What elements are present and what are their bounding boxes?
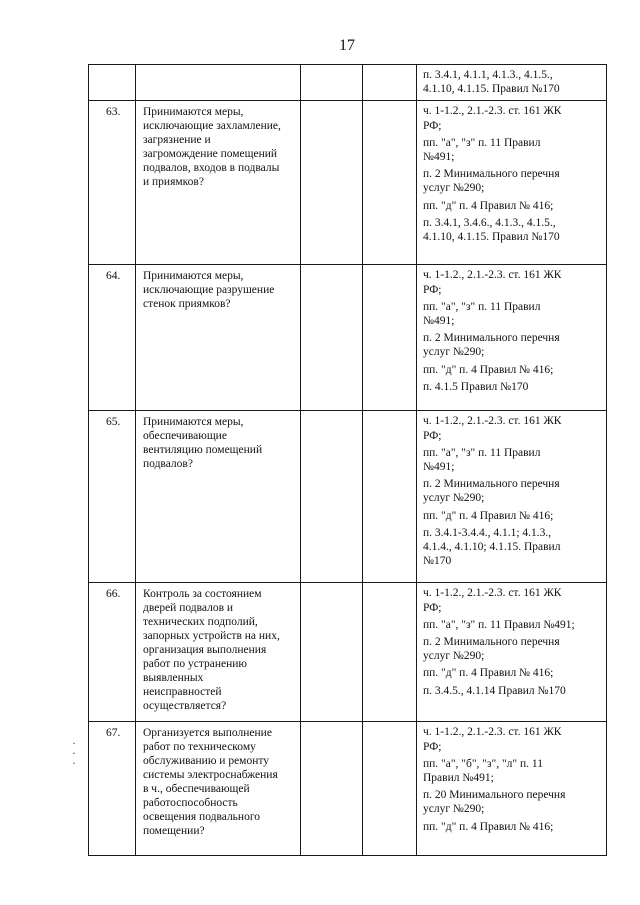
answer-cell-empty xyxy=(363,265,417,411)
row-number: 65. xyxy=(89,411,136,583)
legal-reference: пп. "д" п. 4 Правил № 416; xyxy=(423,199,554,212)
answer-cell-empty xyxy=(363,101,417,265)
question-cell: Организуется выполнение работ по техническому обслуживанию и ремонту системы электроснабжения в ч., обеспечивающей работоспособность освещения подвального помещении? xyxy=(136,722,301,856)
page-number: 17 xyxy=(339,37,355,54)
legal-reference: пп. "а", "з" п. 11 Правил №491; xyxy=(423,446,541,474)
legal-reference-cell xyxy=(417,722,607,856)
table-row xyxy=(89,411,607,583)
table-row xyxy=(89,265,607,411)
legal-reference: п. 3.4.1, 3.4.6., 4.1.3., 4.1.5., 4.1.10, 4.1.15. Правил №170 xyxy=(423,216,560,244)
table-row xyxy=(89,101,607,265)
legal-reference-cell xyxy=(417,101,607,265)
legal-reference: п. 2 Минимального перечня услуг №290; xyxy=(423,332,560,359)
legal-reference: ч. 1-1.2., 2.1.-2.3. ст. 161 ЖК РФ; xyxy=(423,269,562,296)
answer-cell-empty xyxy=(363,583,417,722)
legal-reference: п. 2 Минимального перечня услуг №290; xyxy=(423,168,560,195)
legal-reference: ч. 1-1.2., 2.1.-2.3. ст. 161 ЖК РФ; xyxy=(423,415,562,442)
legal-reference: п. 2 Минимального перечня услуг №290; xyxy=(423,636,560,663)
table-row xyxy=(89,583,607,722)
legal-reference: п. 2 Минимального перечня услуг №290; xyxy=(423,478,560,505)
legal-reference: п. 3.4.1, 4.1.1, 4.1.3., 4.1.5., 4.1.10, 4.1.15. Правил №170 xyxy=(423,69,560,96)
legal-reference: пп. "а", "з" п. 11 Правил №491; xyxy=(423,618,575,631)
legal-reference: п. 3.4.1-3.4.4., 4.1.1; 4.1.3., 4.1.4., 4.1.10; 4.1.15. Правил №170 xyxy=(423,526,561,568)
row-number: 64. xyxy=(89,265,136,411)
legal-reference: ч. 1-1.2., 2.1.-2.3. ст. 161 ЖК РФ; xyxy=(423,587,562,614)
answer-cell-empty xyxy=(363,411,417,583)
row-number xyxy=(89,65,136,101)
answer-cell-empty xyxy=(363,65,417,101)
question-cell: Принимаются меры, исключающие разрушение стенок приямков? xyxy=(136,265,301,411)
legal-reference-cell xyxy=(417,411,607,583)
answer-cell-empty xyxy=(301,65,363,101)
margin-mark: · · · xyxy=(72,736,77,770)
legal-reference: п. 20 Минимального перечня услуг №290; xyxy=(423,789,566,816)
row-number: 66. xyxy=(89,583,136,722)
legal-reference: пп. "д" п. 4 Правил № 416; xyxy=(423,363,554,376)
legal-reference-cell xyxy=(417,65,607,101)
legal-reference: ч. 1-1.2., 2.1.-2.3. ст. 161 ЖК РФ; xyxy=(423,726,562,753)
answer-cell-empty xyxy=(301,722,363,856)
answer-cell-empty xyxy=(301,583,363,722)
legal-reference: пп. "д" п. 4 Правил № 416; xyxy=(423,820,554,833)
table-row xyxy=(89,722,607,856)
row-number: 67. xyxy=(89,722,136,856)
answer-cell-empty xyxy=(301,101,363,265)
question-cell: Принимаются меры, обеспечивающие вентиляцию помещений подвалов? xyxy=(136,411,301,583)
table-row xyxy=(89,65,607,101)
question-cell xyxy=(136,65,301,101)
legal-reference: пп. "а", "б", "з", "л" п. 11 Правил №491; xyxy=(423,757,543,785)
legal-reference: ч. 1-1.2., 2.1.-2.3. ст. 161 ЖК РФ; xyxy=(423,105,562,132)
legal-reference-cell xyxy=(417,583,607,722)
legal-reference: пп. "д" п. 4 Правил № 416; xyxy=(423,509,554,522)
row-number: 63. xyxy=(89,101,136,265)
legal-reference: пп. "а", "з" п. 11 Правил №491; xyxy=(423,136,541,164)
question-cell: Принимаются меры, исключающие захламление, загрязнение и загромождение помещений подвалов, входов в подвалы и приямков? xyxy=(136,101,301,265)
answer-cell-empty xyxy=(363,722,417,856)
legal-reference: пп. "д" п. 4 Правил № 416; xyxy=(423,667,554,680)
legal-reference-cell xyxy=(417,265,607,411)
requirements-table xyxy=(88,64,607,856)
answer-cell-empty xyxy=(301,265,363,411)
answer-cell-empty xyxy=(301,411,363,583)
legal-reference: п. 3.4.5., 4.1.14 Правил №170 xyxy=(423,684,566,697)
legal-reference: п. 4.1.5 Правил №170 xyxy=(423,380,529,393)
question-cell: Контроль за состоянием дверей подвалов и технических подполий, запорных устройств на них, организация выполнения работ по устранению выявленных неисправностей осуществляется? xyxy=(136,583,301,722)
legal-reference: пп. "а", "з" п. 11 Правил №491; xyxy=(423,300,541,328)
